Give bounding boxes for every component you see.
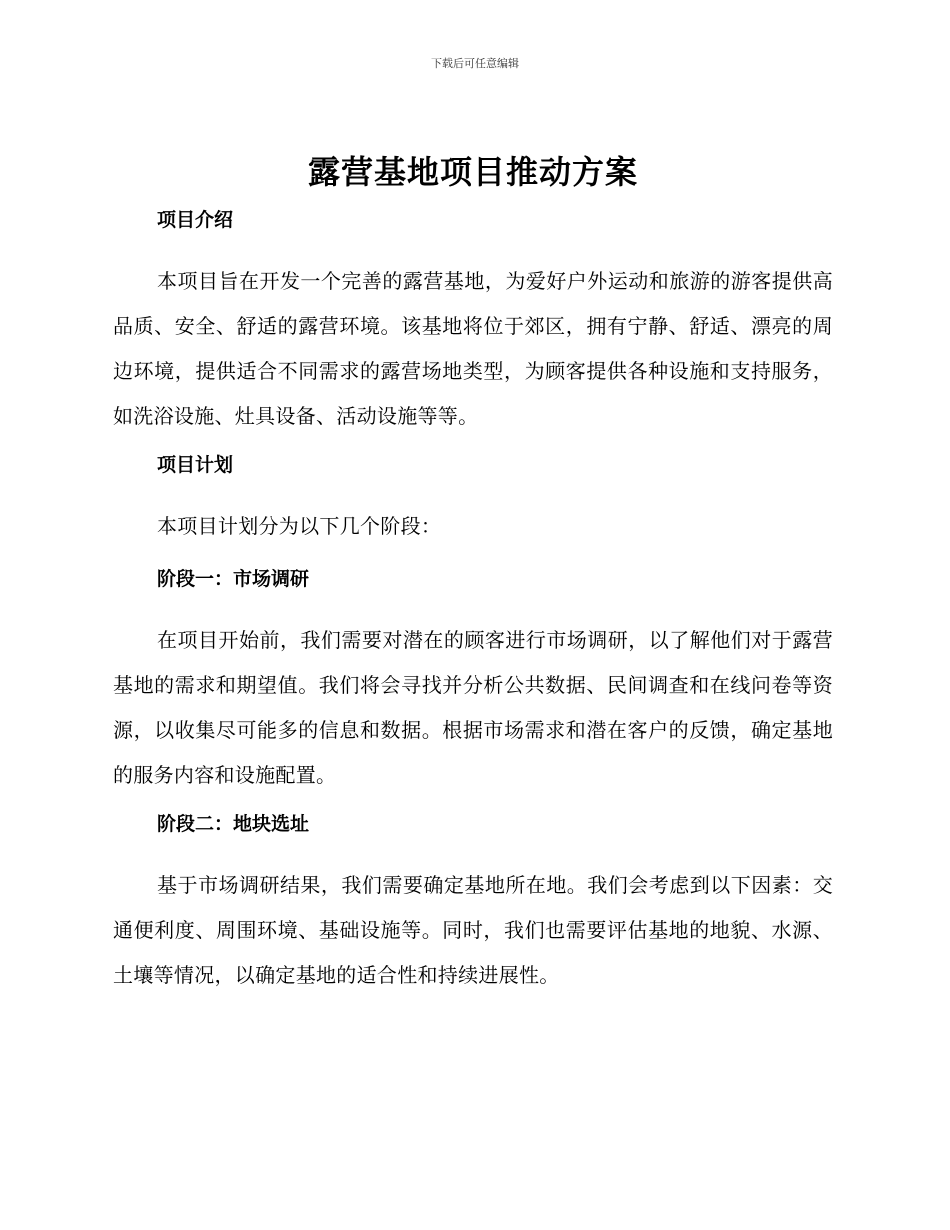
section-heading: 项目计划 bbox=[157, 454, 234, 476]
section-heading: 阶段二：地块选址 bbox=[157, 813, 310, 835]
section-plan bbox=[113, 451, 833, 549]
document-body bbox=[113, 150, 833, 1010]
paragraph: 在项目开始前，我们需要对潜在的顾客进行市场调研，以了解他们对于露营基地的需求和期望值。我们将会寻找并分析公共数据、民间调查和在线问卷等资源，以收集尽可能多的信息和数据。根据市场需求和潜在客户的反馈，确定基地的服务内容和设施配置。 bbox=[113, 628, 833, 787]
section-intro bbox=[113, 206, 833, 439]
section-stage-two bbox=[113, 810, 833, 998]
page-header-note: 下载后可任意编辑 bbox=[431, 57, 519, 70]
paragraph: 本项目旨在开发一个完善的露营基地，为爱好户外运动和旅游的游客提供高品质、安全、舒适的露营环境。该基地将位于郊区，拥有宁静、舒适、漂亮的周边环境，提供适合不同需求的露营场地类型，为顾客提供各种设施和支持服务，如洗浴设施、灶具设备、活动设施等等。 bbox=[113, 269, 833, 428]
section-heading: 阶段一：市场调研 bbox=[157, 568, 310, 590]
document-title: 露营基地项目推动方案 bbox=[307, 153, 638, 191]
paragraph: 基于市场调研结果，我们需要确定基地所在地。我们会考虑到以下因素：交通便利度、周围环境、基础设施等。同时，我们也需要评估基地的地貌、水源、土壤等情况，以确定基地的适合性和持续进展性。 bbox=[113, 873, 833, 987]
paragraph: 本项目计划分为以下几个阶段： bbox=[157, 514, 442, 538]
section-heading: 项目介绍 bbox=[157, 209, 234, 231]
section-stage-one bbox=[113, 565, 833, 798]
